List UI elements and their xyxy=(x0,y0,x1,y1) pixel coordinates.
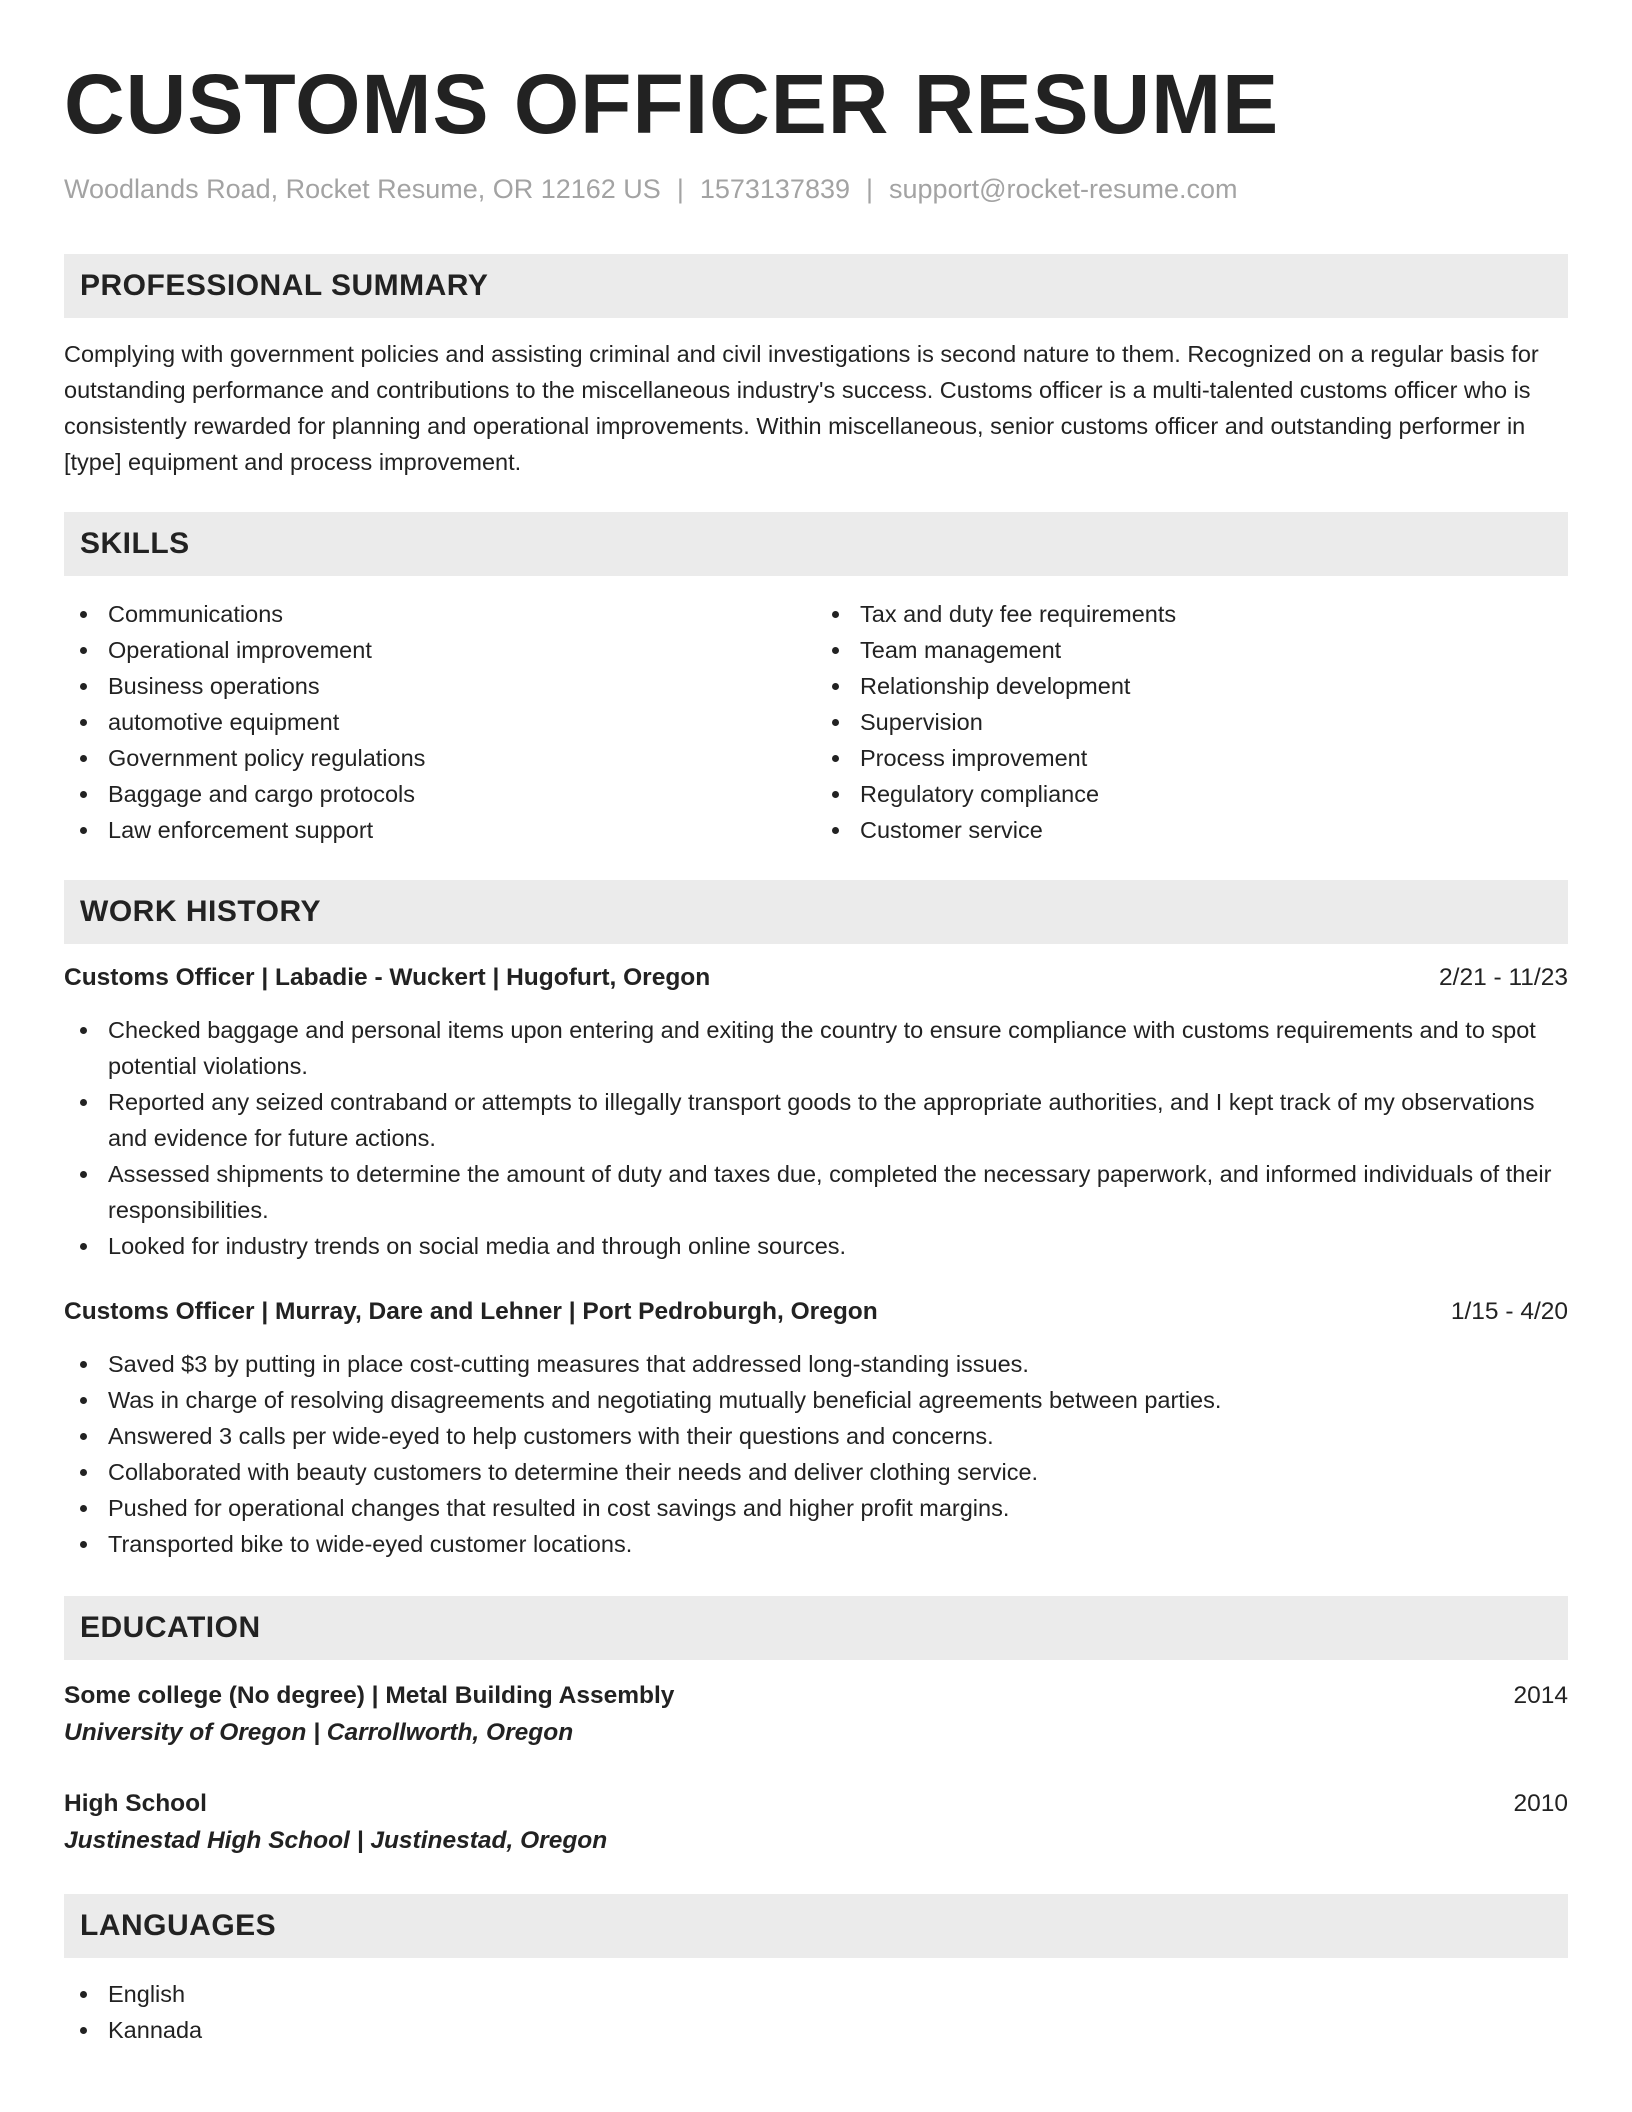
contact-line xyxy=(64,172,1568,206)
languages-list xyxy=(64,1976,1568,2048)
job-bullet: Transported bike to wide-eyed customer locations. xyxy=(64,1526,1568,1562)
job-bullet: Was in charge of resolving disagreements and negotiating mutually beneficial agreements between parties. xyxy=(64,1382,1568,1418)
section-heading-summary: PROFESSIONAL SUMMARY xyxy=(64,254,1568,318)
contact-separator: | xyxy=(866,174,874,204)
education-school: Justinestad High School | Justinestad, Oregon xyxy=(64,1827,608,1854)
skills-column-right xyxy=(816,596,1568,848)
job-bullet: Saved $3 by putting in place cost-cutting measures that addressed long-standing issues. xyxy=(64,1346,1568,1382)
education-degree: High School xyxy=(64,1790,207,1817)
skill-item: Tax and duty fee requirements xyxy=(816,596,1568,632)
job-title: Customs Officer | Labadie - Wuckert | Hugofurt, Oregon xyxy=(64,964,711,991)
job-bullet: Pushed for operational changes that resulted in cost savings and higher profit margins. xyxy=(64,1490,1568,1526)
job-bullet-list xyxy=(64,1012,1568,1264)
skills-column-left xyxy=(64,596,816,848)
language-item: Kannada xyxy=(64,2012,1568,2048)
contact-separator: | xyxy=(676,174,684,204)
skill-item: Customer service xyxy=(816,812,1568,848)
skill-item: Relationship development xyxy=(816,668,1568,704)
education-degree: Some college (No degree) | Metal Building Assembly xyxy=(64,1682,675,1709)
job-bullet-list xyxy=(64,1346,1568,1562)
job-bullet: Answered 3 calls per wide-eyed to help customers with their questions and concerns. xyxy=(64,1418,1568,1454)
section-heading-education: EDUCATION xyxy=(64,1596,1568,1660)
education-year: 2010 xyxy=(1513,1790,1568,1817)
skill-item: Government policy regulations xyxy=(64,740,816,776)
skills-list xyxy=(64,596,1568,848)
section-heading-skills: SKILLS xyxy=(64,512,1568,576)
job-dates: 2/21 - 11/23 xyxy=(1439,964,1568,991)
skill-item: Communications xyxy=(64,596,816,632)
job-bullet: Checked baggage and personal items upon entering and exiting the country to ensure compliance with customs requirements and to spot potential violations. xyxy=(64,1012,1568,1084)
skill-item: Baggage and cargo protocols xyxy=(64,776,816,812)
job-header xyxy=(64,1294,1568,1330)
skill-item: Team management xyxy=(816,632,1568,668)
summary-text: Complying with government policies and assisting criminal and civil investigations is second nature to them. Recognized on a regular basis for outstanding performance and contributions to the miscellaneous industry's success. Customs officer is a multi-talented customs officer who is consistently rewarded for planning and operational improvements. Within miscellaneous, senior customs officer and outstanding performer in [type] equipment and process improvement. xyxy=(64,341,1539,475)
job-bullet: Reported any seized contraband or attempts to illegally transport goods to the appropriate authorities, and I kept track of my observations and evidence for future actions. xyxy=(64,1084,1568,1156)
job-header xyxy=(64,960,1568,996)
education-year: 2014 xyxy=(1513,1682,1568,1709)
section-heading-languages: LANGUAGES xyxy=(64,1894,1568,1958)
education-entry xyxy=(64,1678,1568,1752)
job-title: Customs Officer | Murray, Dare and Lehner | Port Pedroburgh, Oregon xyxy=(64,1298,878,1325)
contact-email: support@rocket-resume.com xyxy=(889,174,1238,204)
education-school: University of Oregon | Carrollworth, Oregon xyxy=(64,1719,574,1746)
skill-item: Law enforcement support xyxy=(64,812,816,848)
job-bullet: Looked for industry trends on social media and through online sources. xyxy=(64,1228,1568,1264)
language-item: English xyxy=(64,1976,1568,2012)
resume-title: CUSTOMS OFFICER RESUME xyxy=(64,57,1280,151)
contact-address: Woodlands Road, Rocket Resume, OR 12162 US xyxy=(64,174,661,204)
skill-item: Business operations xyxy=(64,668,816,704)
job-bullet: Assessed shipments to determine the amount of duty and taxes due, completed the necessary paperwork, and informed individuals of their responsibilities. xyxy=(64,1156,1568,1228)
job-bullet: Collaborated with beauty customers to determine their needs and deliver clothing service. xyxy=(64,1454,1568,1490)
contact-phone: 1573137839 xyxy=(699,174,850,204)
section-heading-work-history: WORK HISTORY xyxy=(64,880,1568,944)
skill-item: Operational improvement xyxy=(64,632,816,668)
education-entry xyxy=(64,1786,1568,1860)
skill-item: Regulatory compliance xyxy=(816,776,1568,812)
job-dates: 1/15 - 4/20 xyxy=(1450,1298,1568,1325)
skill-item: Process improvement xyxy=(816,740,1568,776)
education-header xyxy=(64,1678,1568,1714)
education-header xyxy=(64,1786,1568,1822)
skill-item: automotive equipment xyxy=(64,704,816,740)
skill-item: Supervision xyxy=(816,704,1568,740)
